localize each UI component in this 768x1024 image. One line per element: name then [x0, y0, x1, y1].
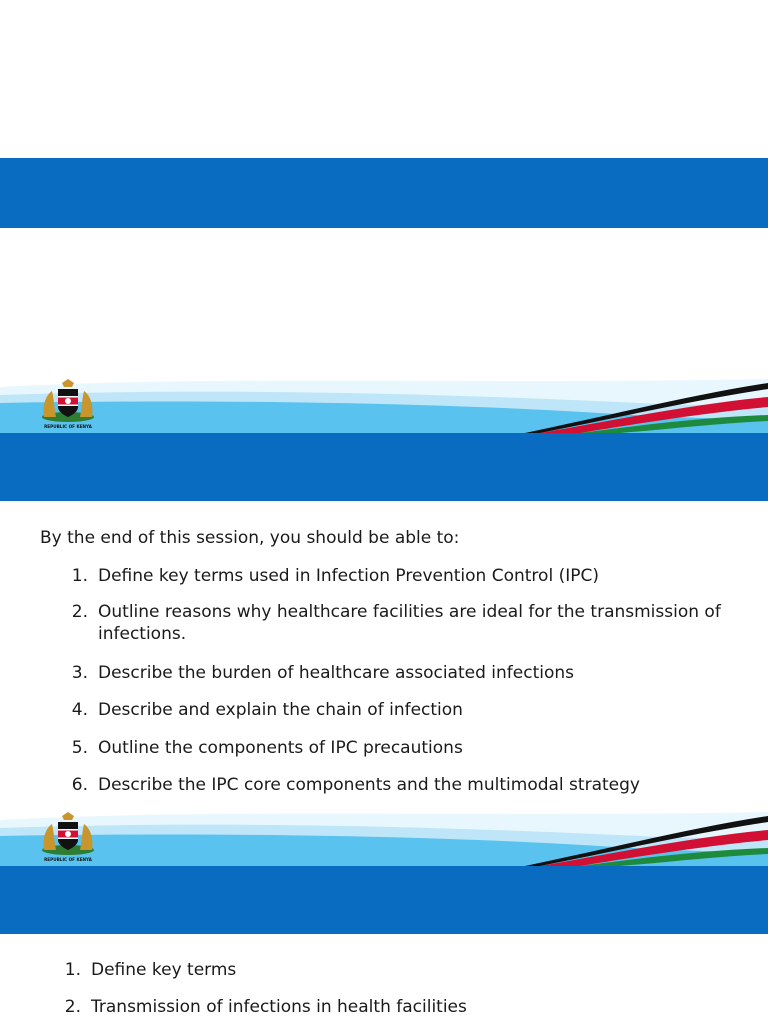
coat-of-arms-logo	[36, 377, 100, 429]
list-item-text: Define key terms	[91, 960, 237, 980]
slide-title-band	[0, 158, 768, 228]
svg-text:REPUBLIC OF KENYA: REPUBLIC OF KENYA	[44, 424, 92, 429]
kenya-coat-of-arms-icon	[36, 810, 100, 862]
list-item-number: 1.	[71, 566, 88, 586]
list-item-text: Transmission of infections in health facilities	[91, 997, 467, 1017]
list-item-number: 5.	[71, 738, 88, 758]
slide-header-banner	[0, 806, 768, 866]
list-item-text: Describe and explain the chain of infection	[98, 700, 463, 720]
list-item-text: Describe the IPC core components and the multimodal strategy	[98, 775, 640, 795]
list-item-text: Describe the burden of healthcare associated infections	[98, 663, 574, 683]
list-item-number: 3.	[71, 663, 88, 683]
wave-decoration	[0, 806, 768, 866]
slide-title-band	[0, 866, 768, 934]
list-item-text: Outline reasons why healthcare facilities are ideal for the transmission of infections.	[98, 602, 721, 644]
kenya-coat-of-arms-icon	[36, 377, 100, 429]
wave-decoration	[0, 373, 768, 433]
coat-of-arms-logo	[36, 810, 100, 862]
list-item-number: 2.	[64, 997, 81, 1017]
slide-title-band	[0, 433, 768, 501]
list-item-number: 4.	[71, 700, 88, 720]
list-item-number: 1.	[64, 960, 81, 980]
objectives-intro: By the end of this session, you should be able to:	[40, 528, 460, 548]
slide-header-banner	[0, 373, 768, 433]
list-item-number: 2.	[71, 602, 88, 622]
list-item-text: Define key terms used in Infection Prevention Control (IPC)	[98, 566, 599, 586]
svg-text:REPUBLIC OF KENYA: REPUBLIC OF KENYA	[44, 857, 92, 862]
list-item-text: Outline the components of IPC precautions	[98, 738, 463, 758]
list-item-number: 6.	[71, 775, 88, 795]
